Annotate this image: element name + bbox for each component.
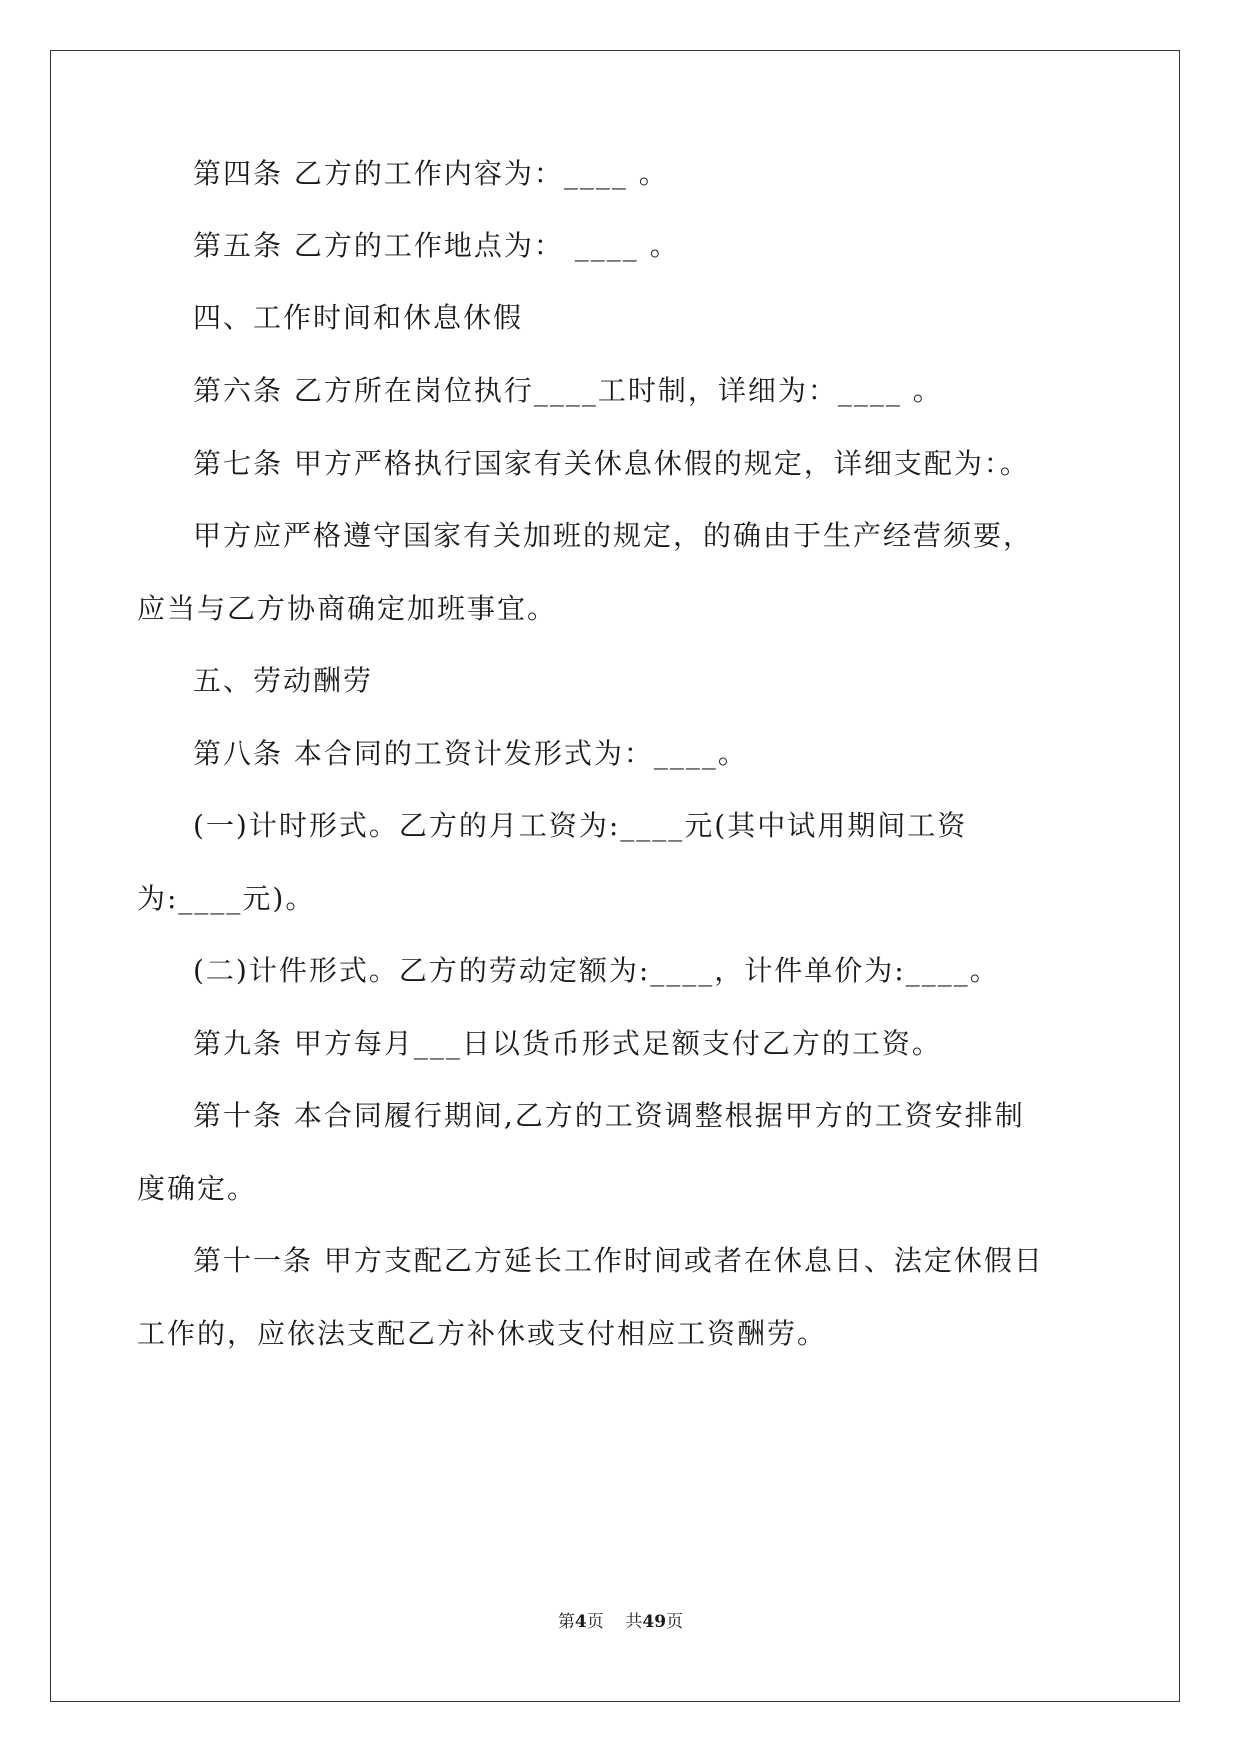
- paragraph-line: 第九条 甲方每月___日以货币形式足额支付乙方的工资。: [193, 1027, 942, 1060]
- paragraph-line: 第六条 乙方所在岗位执行____工时制，详细为：____ 。: [193, 374, 943, 407]
- paragraph-line: 为:____元)。: [137, 882, 316, 915]
- page-border: [50, 50, 1180, 1702]
- page-number: 4: [574, 1612, 587, 1632]
- paragraph-line: 工作的，应依法支配乙方补休或支付相应工资酬劳。: [137, 1317, 828, 1350]
- paragraph-line: 度确定。: [137, 1172, 258, 1205]
- page-prefix: 第: [557, 1612, 575, 1632]
- paragraph-line: 第十条 本合同履行期间,乙方的工资调整根据甲方的工资安排制: [193, 1099, 1025, 1132]
- section-heading: 五、劳动酬劳: [193, 664, 374, 697]
- total-suffix: 页: [666, 1612, 684, 1632]
- paragraph-line: (二)计件形式。乙方的劳动定额为:____，计件单价为:____。: [193, 954, 1000, 987]
- section-heading: 四、工作时间和休息休假: [193, 301, 524, 334]
- total-prefix: 共: [625, 1612, 643, 1632]
- paragraph-line: 第四条 乙方的工作内容为：____ 。: [193, 157, 669, 190]
- paragraph-line: 第八条 本合同的工资计发形式为：____。: [193, 737, 748, 770]
- paragraph-line: (一)计时形式。乙方的月工资为:____元(其中试用期间工资: [193, 809, 968, 842]
- page-suffix: 页: [586, 1612, 604, 1632]
- total-pages: 49: [642, 1612, 667, 1632]
- paragraph-line: 第五条 乙方的工作地点为： ____ 。: [193, 229, 680, 262]
- paragraph-line: 应当与乙方协商确定加班事宜。: [137, 592, 558, 625]
- paragraph-line: 第七条 甲方严格执行国家有关休息休假的规定，详细支配为：。: [193, 447, 1030, 480]
- page-footer: [0, 1611, 1241, 1633]
- paragraph-line: 甲方应严格遵守国家有关加班的规定，的确由于生产经营须要，: [193, 519, 1034, 552]
- paragraph-line: 第十一条 甲方支配乙方延长工作时间或者在休息日、法定休假日: [193, 1244, 1044, 1277]
